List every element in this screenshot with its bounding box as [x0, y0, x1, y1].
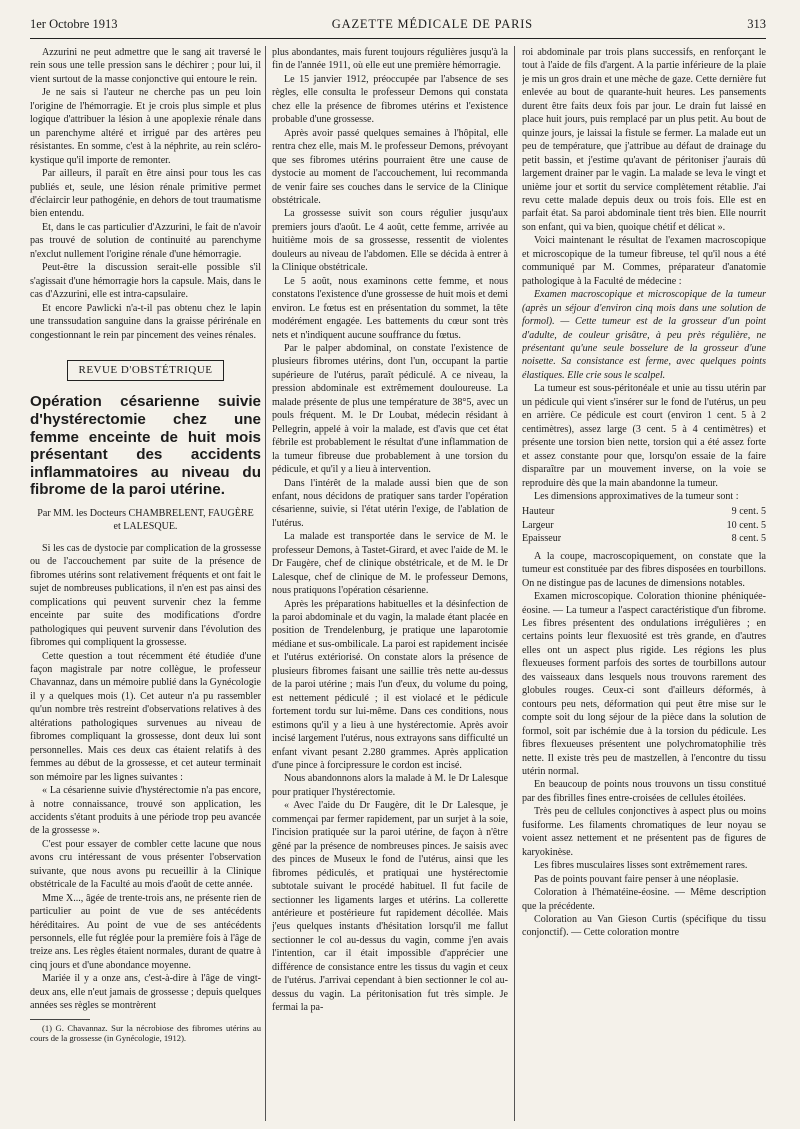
dimension-value: 10 cent. 5	[726, 519, 766, 531]
table-row	[522, 532, 766, 545]
paragraph: Mme X..., âgée de trente-trois ans, ne présente rien de particulier au point de vue de ses antécédents héréditaires. Au point de vue de ses antécédents personnels, elle fut réglée pour la première fois à l'âge de treize ans. Les règles étaient normales, durant de quatre à cinq jours et d'une abondance moyenne.	[30, 892, 261, 971]
paragraph: Coloration à l'hématéine-éosine. — Même description que la précédente.	[522, 887, 766, 912]
paragraph: Par le palper abdominal, on constate l'existence de plusieurs fibromes utérins, dont l'un, occupant la partie supérieure de l'utérus, paraît pédiculé. A ce niveau, la pression abdominale est extrêmement douloureuse. La malade présente de plus une température de 38°5, avec un pouls fréquent. M. le Dr Loubat, médecin résidant à Pellegrin, appelé à voir la malade, est d'avis que cet état fébrile est probablement le résultat d'une inflammation de la tumeur fibreuse due probablement à une torsion du pédicule, et qu'il y a lieu à intervention.	[272, 342, 508, 476]
paragraph: Et, dans le cas particulier d'Azzurini, le fait de n'avoir pas trouvé de solution de continuité au parenchyme n'exclut nullement l'origine rénale d'une hémorragie.	[30, 221, 261, 260]
paragraph: Je ne sais si l'auteur ne cherche pas un peu loin l'origine de l'hémorragie. Et je crois plus simple et plus logique d'attribuer la lésion à une apoplexie rénale dans un parenchyme altéré et irrigué par des artères peu résistantes. En somme, c'est à la néphrite, au rein scléro-kystique qu'il importe de remonter.	[30, 87, 261, 166]
paragraph: En beaucoup de points nous trouvons un tissu constitué par des fibrilles fines entre-croisées de cellules étoilées.	[522, 779, 766, 804]
dimension-value: 8 cent. 5	[731, 533, 766, 545]
paragraph: Après avoir passé quelques semaines à l'hôpital, elle rentra chez elle, mais M. le professeur Demons, prévoyant que ses fibromes utérins pourraient être une cause de dystocie au moment de l'accouchement, lui recommanda de venir faire ses couches dans le service de la Clinique obstétricale.	[272, 127, 508, 206]
section-heading-box	[30, 360, 261, 381]
journal-title: GAZETTE MÉDICALE DE PARIS	[331, 16, 533, 31]
paragraph: Et encore Pawlicki n'a-t-il pas obtenu chez le lapin une transsudation sanguine dans la graisse périrénale en congestionnant le rein par pincement des veines rénales.	[30, 302, 261, 341]
section-heading: REVUE D'OBSTÉTRIQUE	[67, 360, 223, 381]
article-title: Opération césarienne suivie d'hystérectomie chez une femme enceinte de huit mois présentant des accidents inflammatoires au niveau du fibrome de la paroi utérine.	[30, 393, 261, 499]
paragraph: Par ailleurs, il paraît en être ainsi pour tous les cas publiés et, seule, une lésion rénale primitive permet d'éclaircir leur pathogénie, en dehors de tout traumatisme bien entendu.	[30, 168, 261, 220]
paragraph: Très peu de cellules conjonctives à aspect plus ou moins fusiforme. Les filaments chromatiques de leur noyau se voient assez nettement et ne présentent pas de figures de karyokinèse.	[522, 806, 766, 858]
dimension-label: Largeur	[522, 519, 554, 531]
dimensions-table	[522, 505, 766, 545]
page-header	[30, 10, 766, 39]
dimension-label: Epaisseur	[522, 533, 562, 545]
dimension-value: 9 cent. 5	[731, 506, 766, 518]
paragraph: Mariée il y a onze ans, c'est-à-dire à l'âge de vingt-deux ans, elle n'eut jamais de grossesse ; depuis quelques années ses règles se montrèrent	[30, 973, 261, 1012]
paragraph: Cette question a tout récemment été étudiée d'une façon magistrale par notre collègue, le professeur Chavannaz, dans un mémoire publié dans la Gynécologie il y a quelques mois (1). Cet auteur n'a pu rassembler qu'un nombre très restreint d'observations relatives à des altérations pathologiques survenues au niveau de fibromes compliquant la grossesse, dont deux lui sont personnelles. Mais ces deux cas étaient relatifs à des femmes au début de la grossesse, et cet auteur terminait son mémoire par les lignes suivantes :	[30, 650, 261, 783]
paragraph: La tumeur est sous-péritonéale et unie au tissu utérin par un pédicule qui vient s'insérer sur le fond de l'utérus, un peu en arrière. Ce pédicule est court (environ 1 cent. 5 à 2 centimètres), assez large (3 cent. 5 à 4 centimètres) et présente une torsion bien nette, torsion qui a été assez forte et assez constante pour que, lorsqu'on essaie de la faire disparaître par un mouvement inverse, on la voie se reproduire dès que la main abandonne la tumeur.	[522, 383, 766, 489]
column-1	[30, 46, 261, 1121]
paragraph: La malade est transportée dans le service de M. le professeur Demons, à Tastet-Girard, et avec l'aide de M. le Dr Faugère, chef de clinique obstétricale, et de M. le Dr Lalesque, chef de clinique de M. le professeur Demons, nous pratiquons l'opération césarienne.	[272, 531, 508, 597]
paragraph: « Avec l'aide du Dr Faugère, dit le Dr Lalesque, je commençai par fermer rapidement, par un surjet à la soie, l'incision pratiquée sur la paroi utérine, de façon à n'être gêné par la présence de nombreuses pinces. Je saisis avec des pinces de Museux le fond de l'utérus, ainsi que les fibromes pédiculés, et pratiquai une hystérectomie subtotale suivant le procédé habituel. Il fut facile de sectionner les ligaments larges et utérins. La collerette antérieure et postérieure fut rapidement décollée. Mais j'eus quelques instants d'hésitation lorsqu'il me fallut sectionner le col au-dessus du vagin, comme j'en avais l'intention, car il était impossible d'apprécier une différence de consistance entre les tissus du vagin et ceux de l'utérus. J'arrivai cependant à bien sectionner le col au-dessus du vagin. La péritonisation fut très simple. Je fermai la pa-	[272, 800, 508, 1014]
footnote: (1) G. Chavannaz. Sur la nécrobiose des fibromes utérins au cours de la grossesse (in Gynécologie, 1912).	[30, 1022, 261, 1044]
paragraph: plus abondantes, mais furent toujours régulières jusqu'à la fin de l'année 1911, où elle eut une première hémorragie.	[272, 47, 508, 72]
paragraph: Le 5 août, nous examinons cette femme, et nous constatons l'existence d'une grossesse de huit mois et demi environ. Le fœtus est en présentation du sommet, la tête modérément engagée. Les battements du cœur sont très nets et n'indiquent aucune souffrance du fœtus.	[272, 275, 508, 341]
authors-line: Par MM. les Docteurs CHAMBRELENT, FAUGÈRE	[37, 507, 254, 519]
paragraph: Coloration au Van Gieson Curtis (spécifique du tissu conjonctif). — Cette coloration montre	[522, 914, 766, 939]
paragraph: C'est pour essayer de combler cette lacune que nous avons cru intéressant de vous présenter l'observation suivante, que nous avons pu recueillir à la Clinique obstétricale de la Faculté au mois d'août de cette année.	[30, 838, 261, 891]
paragraph: Examen macroscopique et microscopique de la tumeur (après un séjour d'environ cinq mois dans une solution de formol). — Cette tumeur est de la grosseur d'un point d'adulte, de couleur grisâtre, à peu près régulière, ne présentant qu'une seule bosselure de la grosseur d'une noisette. Sa consistance est ferme, avec quelques points élastiques. Elle crie sous le scalpel.	[522, 289, 766, 381]
page-number: 313	[747, 16, 766, 31]
paragraph: Les fibres musculaires lisses sont extrêmement rares.	[534, 860, 748, 872]
paragraph: Si les cas de dystocie par complication de la grossesse ou de l'accouchement par suite de la présence de fibromes utérins sont relativement fréquents et ont fait le sujet de nombreuses publications, il n'en est pas ainsi des complications qui peuvent survenir chez la femme enceinte par suite des modifications d'ordre pathologiques qui peuvent survenir dans l'évolution des fibromes qui compliquent la grossesse.	[30, 542, 261, 649]
column-2	[272, 46, 508, 1121]
paragraph: Dans l'intérêt de la malade aussi bien que de son enfant, nous décidons de pratiquer sans tarder l'opération césarienne, suivie, si l'état utérin l'exige, de l'ablation de l'utérus.	[272, 477, 508, 529]
paragraph: Le 15 janvier 1912, préoccupée par l'absence de ses règles, elle consulta le professeur Demons qui constata chez elle la présence de fibromes utérins et l'existence probable d'une grossesse.	[272, 73, 508, 126]
quotation: « La césarienne suivie d'hystérectomie n'a pas encore, à notre connaissance, trouvé son application, les accidents s'étant produits à une période trop peu avancée de la grossesse ».	[30, 785, 261, 837]
dimension-label: Hauteur	[522, 506, 555, 518]
paragraph: La grossesse suivit son cours régulier jusqu'aux premiers jours d'août. Le 4 août, cette femme, arrivée au huitième mois de sa grossesse, ressentit de violentes douleurs au niveau de l'abdomen. Elle se décida à entrer à la Clinique obstétricale.	[272, 208, 508, 274]
authors-line-2: et LALESQUE.	[113, 521, 178, 533]
table-row	[522, 519, 766, 532]
column-3	[522, 46, 766, 1121]
column-rule	[514, 46, 515, 1121]
paragraph: Les dimensions approximatives de la tumeur sont :	[534, 490, 739, 502]
table-row	[522, 505, 766, 518]
column-rule	[265, 46, 266, 1121]
paragraph: Nous abandonnons alors la malade à M. le Dr Lalesque pour pratiquer l'hystérectomie.	[272, 773, 508, 798]
paragraph: roi abdominale par trois plans successifs, en renforçant le tout à l'aide de fils d'argent. A la partie inférieure de la plaie je mis un gros drain et une mèche de gaze. Cette dernière fut enlevée au bout de quarante-huit heures. Les pansements durent être faits deux fois par jour. Le drain fut laissé en place huit jours, puis remplacé par un plus petit. Au bout de quinze jours, je laissai la fistule se fermer. La malade eut un peu de température, que j'attribue au défaut de drainage du petit bassin, et j'estime qu'avant de péritoniser j'aurais dû largement drainer par le vagin. La malade se leva le vingt et unième jour et sortit du service complètement rétablie. J'ai revu cette malade depuis deux ou trois fois. Elle est en parfait état. Sa paroi abdominale tient très bien. Elle nourrit son enfant, qui va bien, quoique chétif et délicat ».	[522, 47, 766, 233]
issue-date: 1er Octobre 1913	[30, 16, 118, 31]
paragraph: Après les préparations habituelles et la désinfection de la paroi abdominale et du vagin, la malade étant placée en position de Trendelenburg, je pratique une laparotomie médiane et sus-ombilicale. La paroi est rapidement incisée et l'utérus extériorisé. On constate alors la présence de plusieurs fibromes faisant une saillie très nette au-dessus de la paroi utérine ; mais l'un d'eux, du volume du poing, est nettement pédiculé ; il est violacé et le pédicule fortement tordu sur lui-même. Dans ces conditions, nous estimons qu'il y a lieu à une hystérectomie. Après avoir incisé largement l'utérus, nous extrayons sans difficulté un enfant vivant pesant 2.280 grammes. Après application d'une pince à forcipressure le cordon est incisé.	[272, 598, 508, 772]
paragraph: A la coupe, macroscopiquement, on constate que la tumeur est constituée par des fibres disposées en tourbillons. On ne distingue pas de lacunes de dimensions notables.	[522, 550, 766, 589]
paragraph: Examen microscopique. Coloration thionine phéniquée-éosine. — La tumeur a l'aspect caractéristique d'un fibrome. Les fibres présentent des ondulations irrégulières ; en certains points leur flexuosité est très grande, en d'autres elles ont un aspect plus rigide. Les régions les plus flexueuses forment parfois des sortes de tourbillons autour des vaisseaux dans lesquels nous trouvons rarement des globules rouges. Ceux-ci sont d'ailleurs déformés, à contours peu nets, déformation qui peut être mise sur le compte soit du long séjour de la pièce dans la solution de formol, soit par ischémie due à la torsion du pédicule. Les fibres flexueuses présentent une polychromatophilie très nette. Il existe très peu de mastzellen, à l'encontre du tissu utérin normal.	[522, 591, 766, 778]
paragraph: Voici maintenant le résultat de l'examen macroscopique et microscopique de la tumeur fibreuse, tel qu'il nous a été communiqué par M. Commes, préparateur d'anatomie pathologique à la Faculté de médecine :	[522, 235, 766, 287]
paragraph: Azzurini ne peut admettre que le sang ait traversé le rein sous une telle pression sans le déchirer ; pour lui, il vient surtout de la masse conjonctive qui entoure le rein.	[30, 47, 261, 85]
paragraph: Pas de points pouvant faire penser à une néoplasie.	[534, 873, 739, 885]
footnote-separator	[30, 1019, 90, 1020]
paragraph: Peut-être la discussion serait-elle possible s'il s'agissait d'une hémorragie hors la capsule. Mais, dans le cas d'Azzurini, elle est intra-capsulaire.	[30, 262, 261, 301]
